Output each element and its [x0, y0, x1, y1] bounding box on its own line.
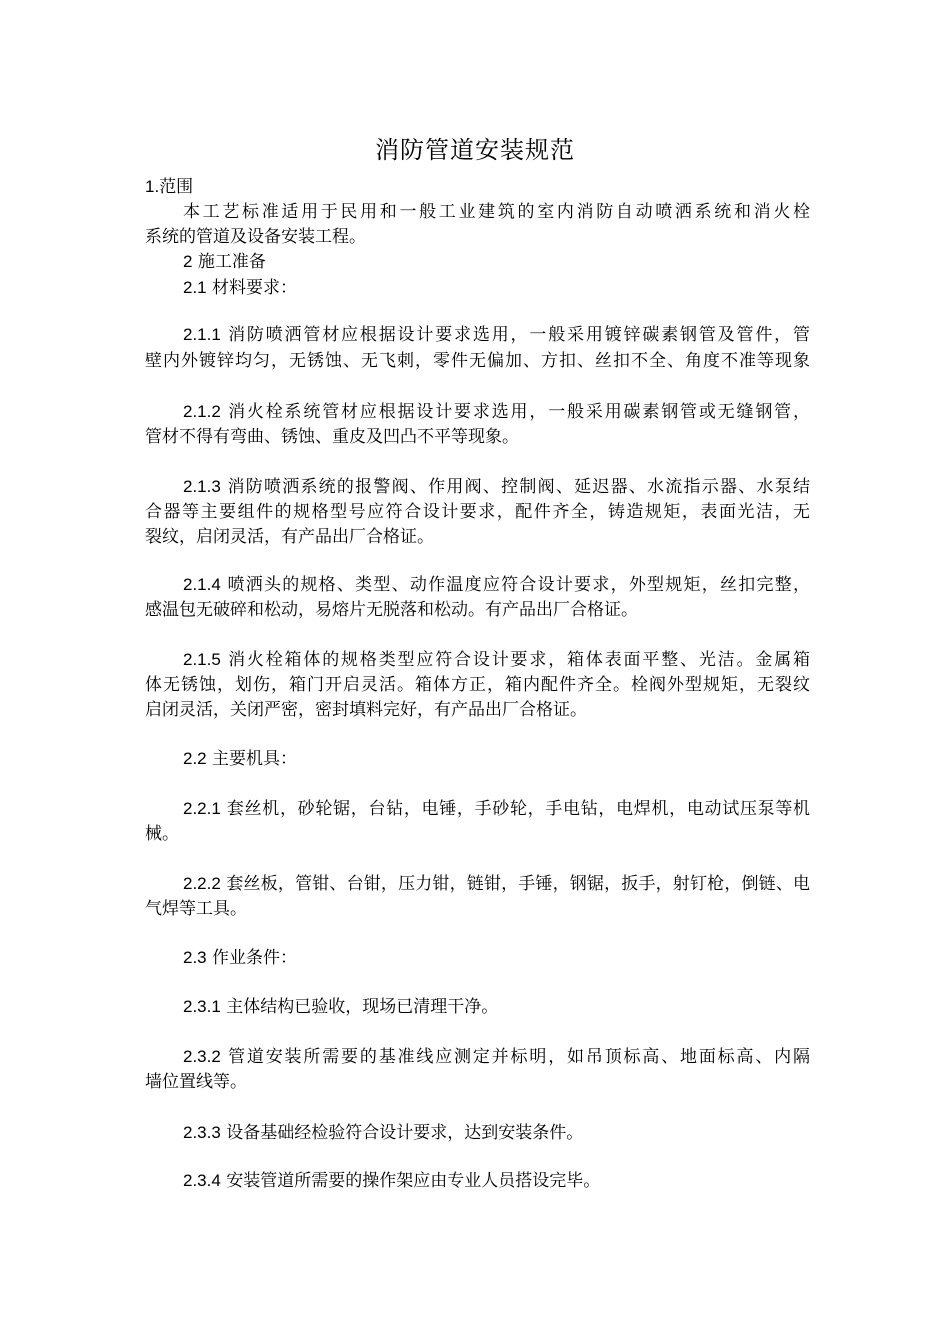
paragraph-line: 械。 — [145, 824, 179, 844]
paragraph-line — [183, 573, 810, 597]
clause-text: 消火栓系统管材应根据设计要求选用，一般采用碳素钢管或无缝钢管， — [228, 402, 811, 422]
paragraph-line — [183, 1121, 810, 1145]
paragraph-line — [183, 400, 810, 424]
section-heading-text: 材料要求： — [212, 278, 298, 298]
section-heading-1 — [145, 175, 810, 199]
paragraph-line — [183, 797, 810, 821]
paragraph-line: 合器等主要组件的规格型号应符合设计要求，配件齐全，铸造规矩，表面光洁，无 — [145, 502, 810, 522]
section-heading-2-1 — [183, 276, 810, 300]
section-number: 1. — [145, 177, 160, 196]
section-number: 2.2 — [183, 749, 207, 768]
section-heading-2-2 — [183, 747, 810, 771]
section-heading-2 — [183, 250, 810, 274]
clause-text: 安装管道所需要的操作架应由专业人员搭设完毕。 — [226, 1171, 601, 1191]
clause-text: 管道安装所需要的基准线应测定并标明，如吊顶标高、地面标高、内隔 — [228, 1047, 811, 1067]
paragraph-line — [183, 872, 810, 896]
clause-number: 2.3.2 — [183, 1047, 221, 1066]
clause-number: 2.3.4 — [183, 1171, 221, 1190]
clause-number: 2.1.4 — [183, 575, 221, 594]
clause-number: 2.1.5 — [183, 650, 221, 669]
paragraph-line: 本工艺标准适用于民用和一般工业建筑的室内消防自动喷洒系统和消火栓 — [183, 202, 810, 222]
section-heading-text: 范围 — [159, 177, 194, 197]
paragraph-line — [183, 1169, 810, 1193]
paragraph-line: 系统的管道及设备安装工程。 — [145, 227, 366, 247]
paragraph-line: 气焊等工具。 — [145, 899, 247, 919]
clause-text: 套丝机，砂轮锯，台钻，电锤，手砂轮，手电钻，电焊机，电动试压泵等机 — [226, 799, 811, 819]
clause-text: 喷洒头的规格、类型、动作温度应符合设计要求，外型规矩，丝扣完整， — [227, 575, 811, 595]
clause-number: 2.2.1 — [183, 799, 221, 818]
section-number: 2.1 — [183, 278, 207, 297]
clause-number: 2.3.3 — [183, 1123, 221, 1142]
clause-text: 消防喷洒管材应根据设计要求选用，一般采用镀锌碳素钢管及管件，管 — [228, 325, 811, 345]
clause-number: 2.1.1 — [183, 325, 221, 344]
paragraph-line — [183, 648, 810, 672]
paragraph-line — [183, 323, 810, 347]
clause-text: 消火栓箱体的规格类型应符合设计要求，箱体表面平整、光洁。金属箱 — [228, 650, 811, 670]
clause-number: 2.3.1 — [183, 997, 221, 1016]
section-heading-2-3 — [183, 946, 810, 970]
paragraph-line: 启闭灵活，关闭严密，密封填料完好，有产品出厂合格证。 — [145, 700, 587, 720]
paragraph-line: 裂纹，启闭灵活，有产品出厂合格证。 — [145, 527, 434, 547]
clause-number: 2.1.2 — [183, 402, 221, 421]
paragraph-line — [183, 475, 810, 499]
paragraph-line: 管材不得有弯曲、锈蚀、重皮及凹凸不平等现象。 — [145, 427, 519, 447]
page-title: 消防管道安装规范 — [375, 136, 575, 164]
clause-text: 设备基础经检验符合设计要求，达到安装条件。 — [226, 1123, 584, 1143]
paragraph-line: 感温包无破碎和松动，易熔片无脱落和松动。有产品出厂合格证。 — [145, 600, 638, 620]
paragraph-line: 壁内外镀锌均匀，无锈蚀、无飞刺，零件无偏加、方扣、丝扣不全、角度不准等现象 — [145, 351, 810, 371]
paragraph-line — [183, 995, 810, 1019]
paragraph-line: 墙位置线等。 — [145, 1072, 247, 1092]
section-number: 2.3 — [183, 948, 207, 967]
clause-text: 消防喷洒系统的报警阀、作用阀、控制阀、延迟器、水流指示器、水泵结 — [227, 477, 811, 497]
section-heading-text: 施工准备 — [197, 252, 266, 272]
clause-text: 套丝板，管钳、台钳，压力钳，链钳，手锤，钢锯，扳手，射钉枪，倒链、电 — [226, 874, 811, 894]
clause-number: 2.1.3 — [183, 477, 221, 496]
section-number: 2 — [183, 252, 193, 271]
clause-text: 主体结构已验收，现场已清理干净。 — [226, 997, 499, 1017]
section-heading-text: 作业条件： — [212, 948, 298, 968]
paragraph-line — [183, 1045, 810, 1069]
section-heading-text: 主要机具： — [212, 749, 298, 769]
paragraph-line: 体无锈蚀，划伤，箱门开启灵活。箱体方正，箱内配件齐全。栓阀外型规矩，无裂纹 — [145, 675, 810, 695]
clause-number: 2.2.2 — [183, 874, 221, 893]
